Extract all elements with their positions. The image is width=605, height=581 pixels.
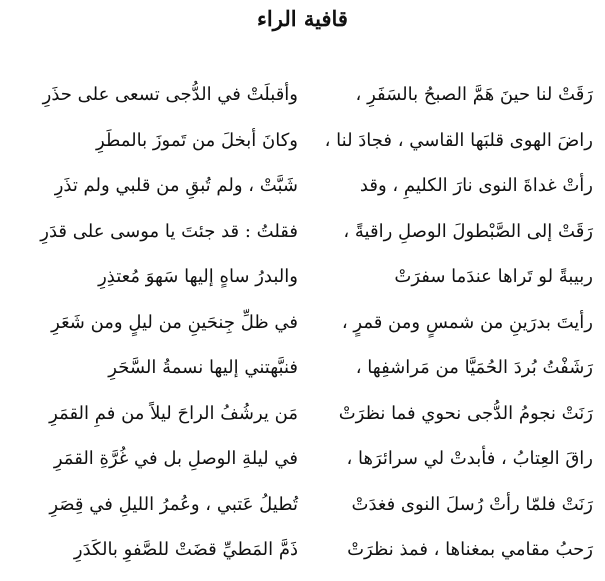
verse-first-hemistich: رَقَتْ لنا حينَ هَمَّ الصبحُ بالسَفَرِ ، (355, 84, 593, 105)
verse-first-hemistich: ربيبةً لو تَراها عندَما سفرَتْ (394, 266, 593, 287)
verse-first-hemistich: رَشَفْتُ بُردَ الحُمَيَّا من مَراشفِها ، (355, 357, 593, 378)
verse-second-hemistich: تُطيلُ عَتبي ، وعُمرُ الليلِ في قِصَرِ (49, 493, 298, 515)
verse-first-hemistich: رأتْ غداةَ النوى نارَ الكليمِ ، وقد (359, 175, 593, 196)
verse-second-hemistich: فنبَّهتني إليها نسمةُ السَّحَرِ (108, 357, 298, 378)
verse-first-hemistich: راقَ العِتابُ ، فأبدتْ لي سرائرَها ، (346, 448, 593, 469)
verse-second-hemistich: مَن يرشُفُ الراحَ ليلاً من فمِ القمَرِ (49, 402, 298, 424)
verse-first-hemistich: رَنَتْ نجومُ الدُّجى نحوي فما نظرَتْ (338, 402, 593, 424)
verse-second-hemistich: شَبَّتْ ، ولم تُبقِ من قلبي ولم تذَرِ (54, 175, 298, 196)
verse-second-hemistich: ذَمَّ المَطيِّ قضَتْ للصَّفوِ بالكَدَرِ (73, 539, 298, 560)
verse-second-hemistich: وأقبلَتْ في الدُّجى تسعى على حذَرِ (42, 84, 298, 105)
verse-first-hemistich: رأيتَ بدرَينِ من شمسٍ ومن قمرٍ ، (341, 311, 593, 333)
verse-second-hemistich: في ليلةِ الوصلِ بل في غُرَّةِ القمَرِ (53, 448, 298, 469)
poem-title: قافية الراء (257, 6, 348, 31)
verse-second-hemistich: فقلتُ : قد جئتَ يا موسى على قدَرِ (40, 220, 298, 242)
verse-first-hemistich: رَحبُ مقامي بمغناها ، فمذ نظرَتْ (347, 539, 593, 560)
verse-first-hemistich: رَنَتْ فلمّا رأتْ رُسلَ النوى فغدَتْ (351, 493, 593, 515)
verse-first-hemistich: رَقَتْ إلى الصَّبْطولَ الوصلِ راقيةً ، (343, 220, 593, 242)
verse-second-hemistich: والبدرُ ساهٍ إليها سَهوَ مُعتذِرِ (98, 266, 298, 287)
verse-first-hemistich: راضَ الهوى قلبَها القاسي ، فجادَ لنا ، (324, 129, 593, 151)
poem-right-column (301, 80, 593, 581)
verse-second-hemistich: وكانَ أبخلَ من تَموزَ بالمطَرِ (96, 129, 298, 151)
verse-second-hemistich: في ظلِّ جِنحَينِ من ليلٍ ومن شَعَرِ (51, 311, 298, 333)
poem-left-column (6, 80, 298, 581)
